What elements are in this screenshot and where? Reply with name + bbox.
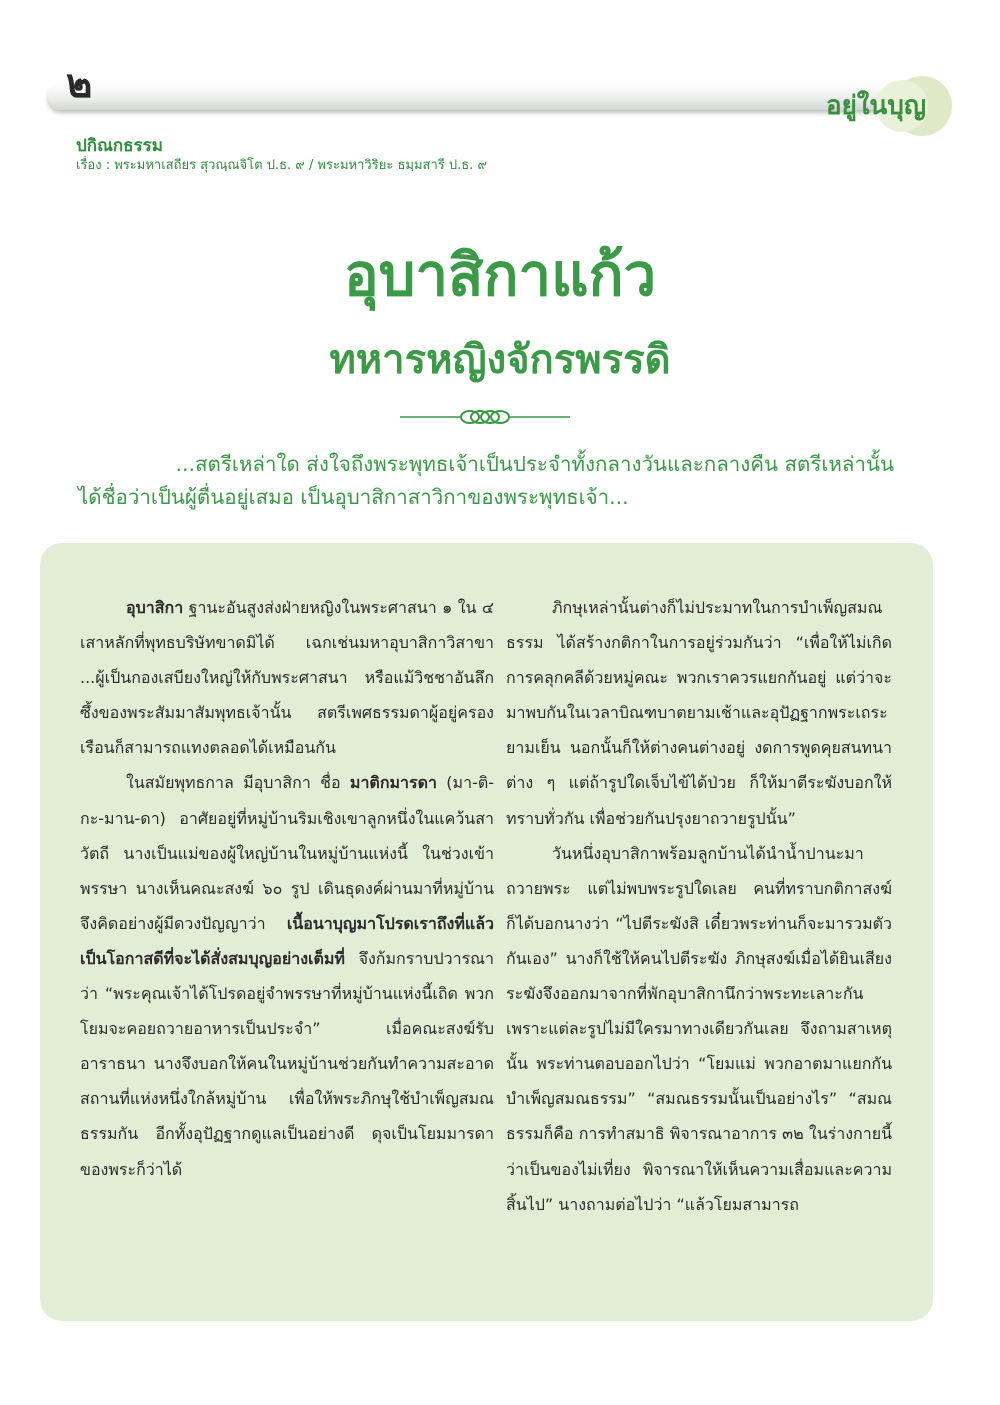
body-column-right <box>506 590 892 1222</box>
article-subtitle: ทหารหญิงจักรพรรดิ <box>329 337 671 383</box>
logo <box>818 70 958 140</box>
pull-quote-line-2: ได้ชื่อว่าเป็นผู้ตื่นอยู่เสมอ เป็นอุบาสิกาสาวิกาของพระพุทธเจ้า... <box>78 484 629 509</box>
paragraph: วันหนึ่งอุบาสิกาพร้อมลูกบ้านได้นำน้ำปานะมาถวายพระ แต่ไม่พบพระรูปใดเลย คนที่ทราบกติกาสงฆ์ก็ได้บอกนางว่า “ไปตีระฆังสิ เดี๋ยวพระท่านก็จะมารวมตัวกันเอง” นางก็ใช้ให้คนไปตีระฆัง ภิกษุสงฆ์เมื่อได้ยินเสียงระฆังจึงออกมาจากที่พักอุบาสิกานึกว่าพระทะเลาะกัน เพราะแต่ละรูปไม่มีใครมาทางเดียวกันเลย จึงถามสาเหตุนั้น พระท่านตอบออกไปว่า “โยมแม่ พวกอาตมาแยกกันบำเพ็ญสมณธรรม” “สมณธรรมนั้นเป็นอย่างไร” “สมณธรรมก็คือ การทำสมาธิ พิจารณาอาการ ๓๒ ในร่างกายนี้ว่าเป็นของไม่เที่ยง พิจารณาให้เห็นความเสื่อมและความสิ้นไป” นางถามต่อไปว่า “แล้วโยมสามารถ <box>506 843 892 1214</box>
header-bar <box>48 84 908 110</box>
page-number: ๒ <box>66 61 93 107</box>
logo-text: อยู่ในบุญ <box>826 91 926 121</box>
body-column-left <box>80 590 494 1187</box>
pull-quote-line-1: ...สตรีเหล่าใด ส่งใจถึงพระพุทธเจ้าเป็นประจำทั้งกลางวันและกลางคืน สตรีเหล่านั้น <box>175 452 894 476</box>
section-label: ปกิณกธรรม <box>76 136 163 156</box>
paragraph-text: ในสมัยพุทธกาล มีอุบาสิกา ชื่อ <box>126 773 350 793</box>
pull-quote <box>78 448 894 514</box>
bold-term: อุบาสิกา <box>126 598 184 617</box>
paragraph <box>80 765 494 1186</box>
bold-phrase: เนื้อนาบุญมาโปรดเราถึงที่แล้ว เป็นโอกาสดีที่จะได้สั่งสมบุญอย่างเต็มที่ <box>80 913 494 968</box>
paragraph <box>80 590 494 765</box>
divider-ornament-icon <box>400 404 570 430</box>
bold-term: มาติกมารดา <box>349 773 437 793</box>
article-title: อุบาสิกาแก้ว <box>343 241 657 309</box>
paragraph: ภิกษุเหล่านั้นต่างก็ไม่ประมาทในการบำเพ็ญสมณธรรม ได้สร้างกติกาในการอยู่ร่วมกันว่า “เพื่อให้ไม่เกิดการคลุกคลีด้วยหมู่คณะ พวกเราควรแยกกันอยู่ แต่ว่าจะมาพบกันในเวลาบิณฑบาตยามเช้าและอุปัฏฐากพระเถระยามเย็น นอกนั้นก็ให้ต่างคนต่างอยู่ งดการพูดคุยสนทนาต่าง ๆ แต่ถ้ารูปใดเจ็บไข้ได้ป่วย ก็ให้มาตีระฆังบอกให้ทราบทั่วกัน เพื่อช่วยกันปรุงยาถวายรูปนั้น” <box>506 598 892 828</box>
paragraph-text: (มา-ติ-กะ-มาน-ดา) อาศัยอยู่ที่หมู่บ้านริมเชิงเขาลูกหนึ่งในแคว้นสาวัตถี นางเป็นแม่ของผู้ใหญ่บ้านในหมู่บ้านแห่งนี้ ในช่วงเข้าพรรษา นางเห็นคณะสงฆ์ ๖๐ รูป เดินธุดงค์ผ่านมาที่หมู่บ้าน จึงคิดอย่างผู้มีดวงปัญญาว่า <box>80 773 495 933</box>
byline: เรื่อง : พระมหาเสถียร สุวณฺณจิโต ป.ธ. ๙ / พระมหาวิริยะ ธมฺมสารี ป.ธ. ๙ <box>76 158 487 173</box>
paragraph-text: จึงก้มกราบปวารณาว่า “พระคุณเจ้าได้โปรดอยู่จำพรรษาที่หมู่บ้านแห่งนี้เถิด พวกโยมจะคอยถวายอาหารเป็นประจำ” เมื่อคณะสงฆ์รับอาราธนา นางจึงบอกให้คนในหมู่บ้านช่วยกันทำความสะอาดสถานที่แห่งหนึ่งใกล้หมู่บ้าน เพื่อให้พระภิกษุใช้บำเพ็ญสมณธรรมกัน อีกทั้งอุปัฏฐากดูแลเป็นอย่างดี ดุจเป็นโยมมารดาของพระก็ว่าได้ <box>80 948 494 1179</box>
paragraph-text: ฐานะอันสูงส่งฝ่ายหญิงในพระศาสนา ๑ ใน ๔ เสาหลักที่พุทธบริษัทขาดมิได้ เฉกเช่นมหาอุบาสิกาวิสาขา ...ผู้เป็นกองเสบียงใหญ่ให้กับพระศาสนา หรือแม้วิชชาอันลึกซึ้งของพระสัมมาสัมพุทธเจ้านั้น สตรีเพศธรรมดาผู้อยู่ครองเรือนก็สามารถแทงตลอดได้เหมือนกัน <box>80 598 494 758</box>
